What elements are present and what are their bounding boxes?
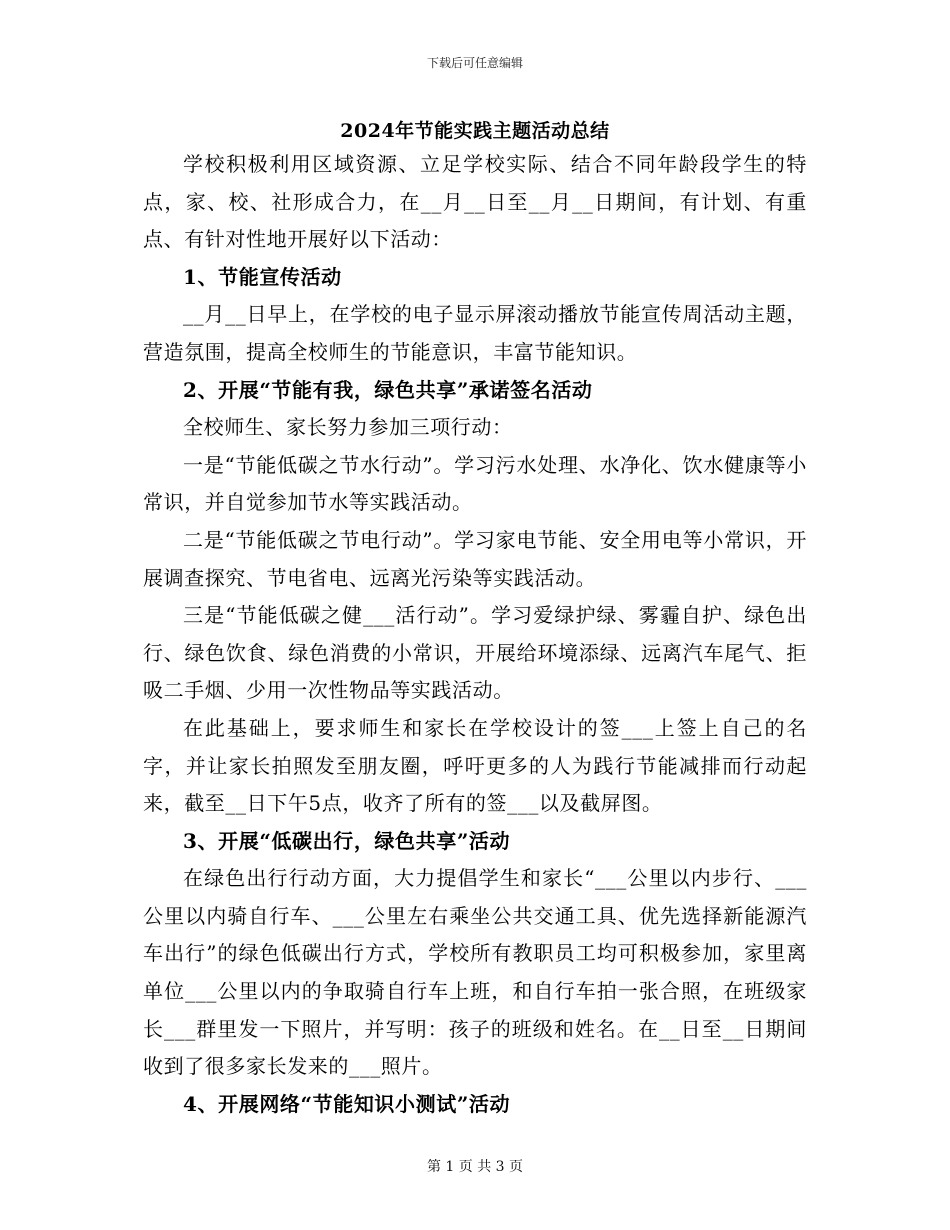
section-heading-1: 1、节能宣传活动 — [183, 264, 342, 289]
document-title: 2024年节能实践主题活动总结 — [340, 120, 610, 142]
section-2-intro-paragraph: 全校师生、家长努力参加三项行动： — [183, 415, 513, 440]
electricity-action-paragraph: 二是“节能低碳之节电行动”。学习家电节能、安全用电等小常识，开展调查探究、节电省电、远离光污染等实践活动。 — [143, 527, 807, 590]
water-action-paragraph: 一是“节能低碳之节水行动”。学习污水处理、水净化、饮水健康等小常识，并自觉参加节水等实践活动。 — [143, 452, 807, 515]
health-action-paragraph: 三是“节能低碳之健___活行动”。学习爱绿护绿、雾霾自护、绿色出行、绿色饮食、绿色消费的小常识，开展给环境添绿、远离汽车尾气、拒吸二手烟、少用一次性物品等实践活动。 — [143, 603, 807, 703]
document-body — [143, 146, 807, 1123]
green-travel-paragraph: 在绿色出行行动方面，大力提倡学生和家长“___公里以内步行、___公里以内骑自行车、___公里左右乘坐公共交通工具、优先选择新能源汽车出行”的绿色低碳出行方式，学校所有教职员工均可积极参加，家里离单位___公里以内的争取骑自行车上班，和自行车拍一张合照，在班级家长___群里发一下照片，并写明：孩子的班级和姓名。在__日至__日期间收到了很多家长发来的___照片。 — [143, 866, 807, 1079]
intro-paragraph: 学校积极利用区域资源、立足学校实际、结合不同年龄段学生的特点，家、校、社形成合力，在__月__日至__月__日期间，有计划、有重点、有针对性地开展好以下活动： — [143, 152, 807, 252]
section-1-paragraph: __月__日早上，在学校的电子显示屏滚动播放节能宣传周活动主题，营造氛围，提高全校师生的节能意识，丰富节能知识。 — [143, 302, 807, 364]
section-heading-2: 2、开展“节能有我，绿色共享”承诺签名活动 — [183, 377, 593, 402]
page-number: 第 1 页 共 3 页 — [426, 1159, 524, 1175]
header-note: 下载后可任意编辑 — [426, 56, 523, 70]
section-heading-3: 3、开展“低碳出行，绿色共享”活动 — [183, 828, 511, 853]
signature-paragraph: 在此基础上，要求师生和家长在学校设计的签___上签上自己的名字，并让家长拍照发至朋友圈，呼吁更多的人为践行节能减排而行动起来，截至__日下午5点，收齐了所有的签___以及截屏图。 — [143, 715, 807, 816]
section-heading-4: 4、开展网络“节能知识小测试”活动 — [183, 1091, 511, 1116]
